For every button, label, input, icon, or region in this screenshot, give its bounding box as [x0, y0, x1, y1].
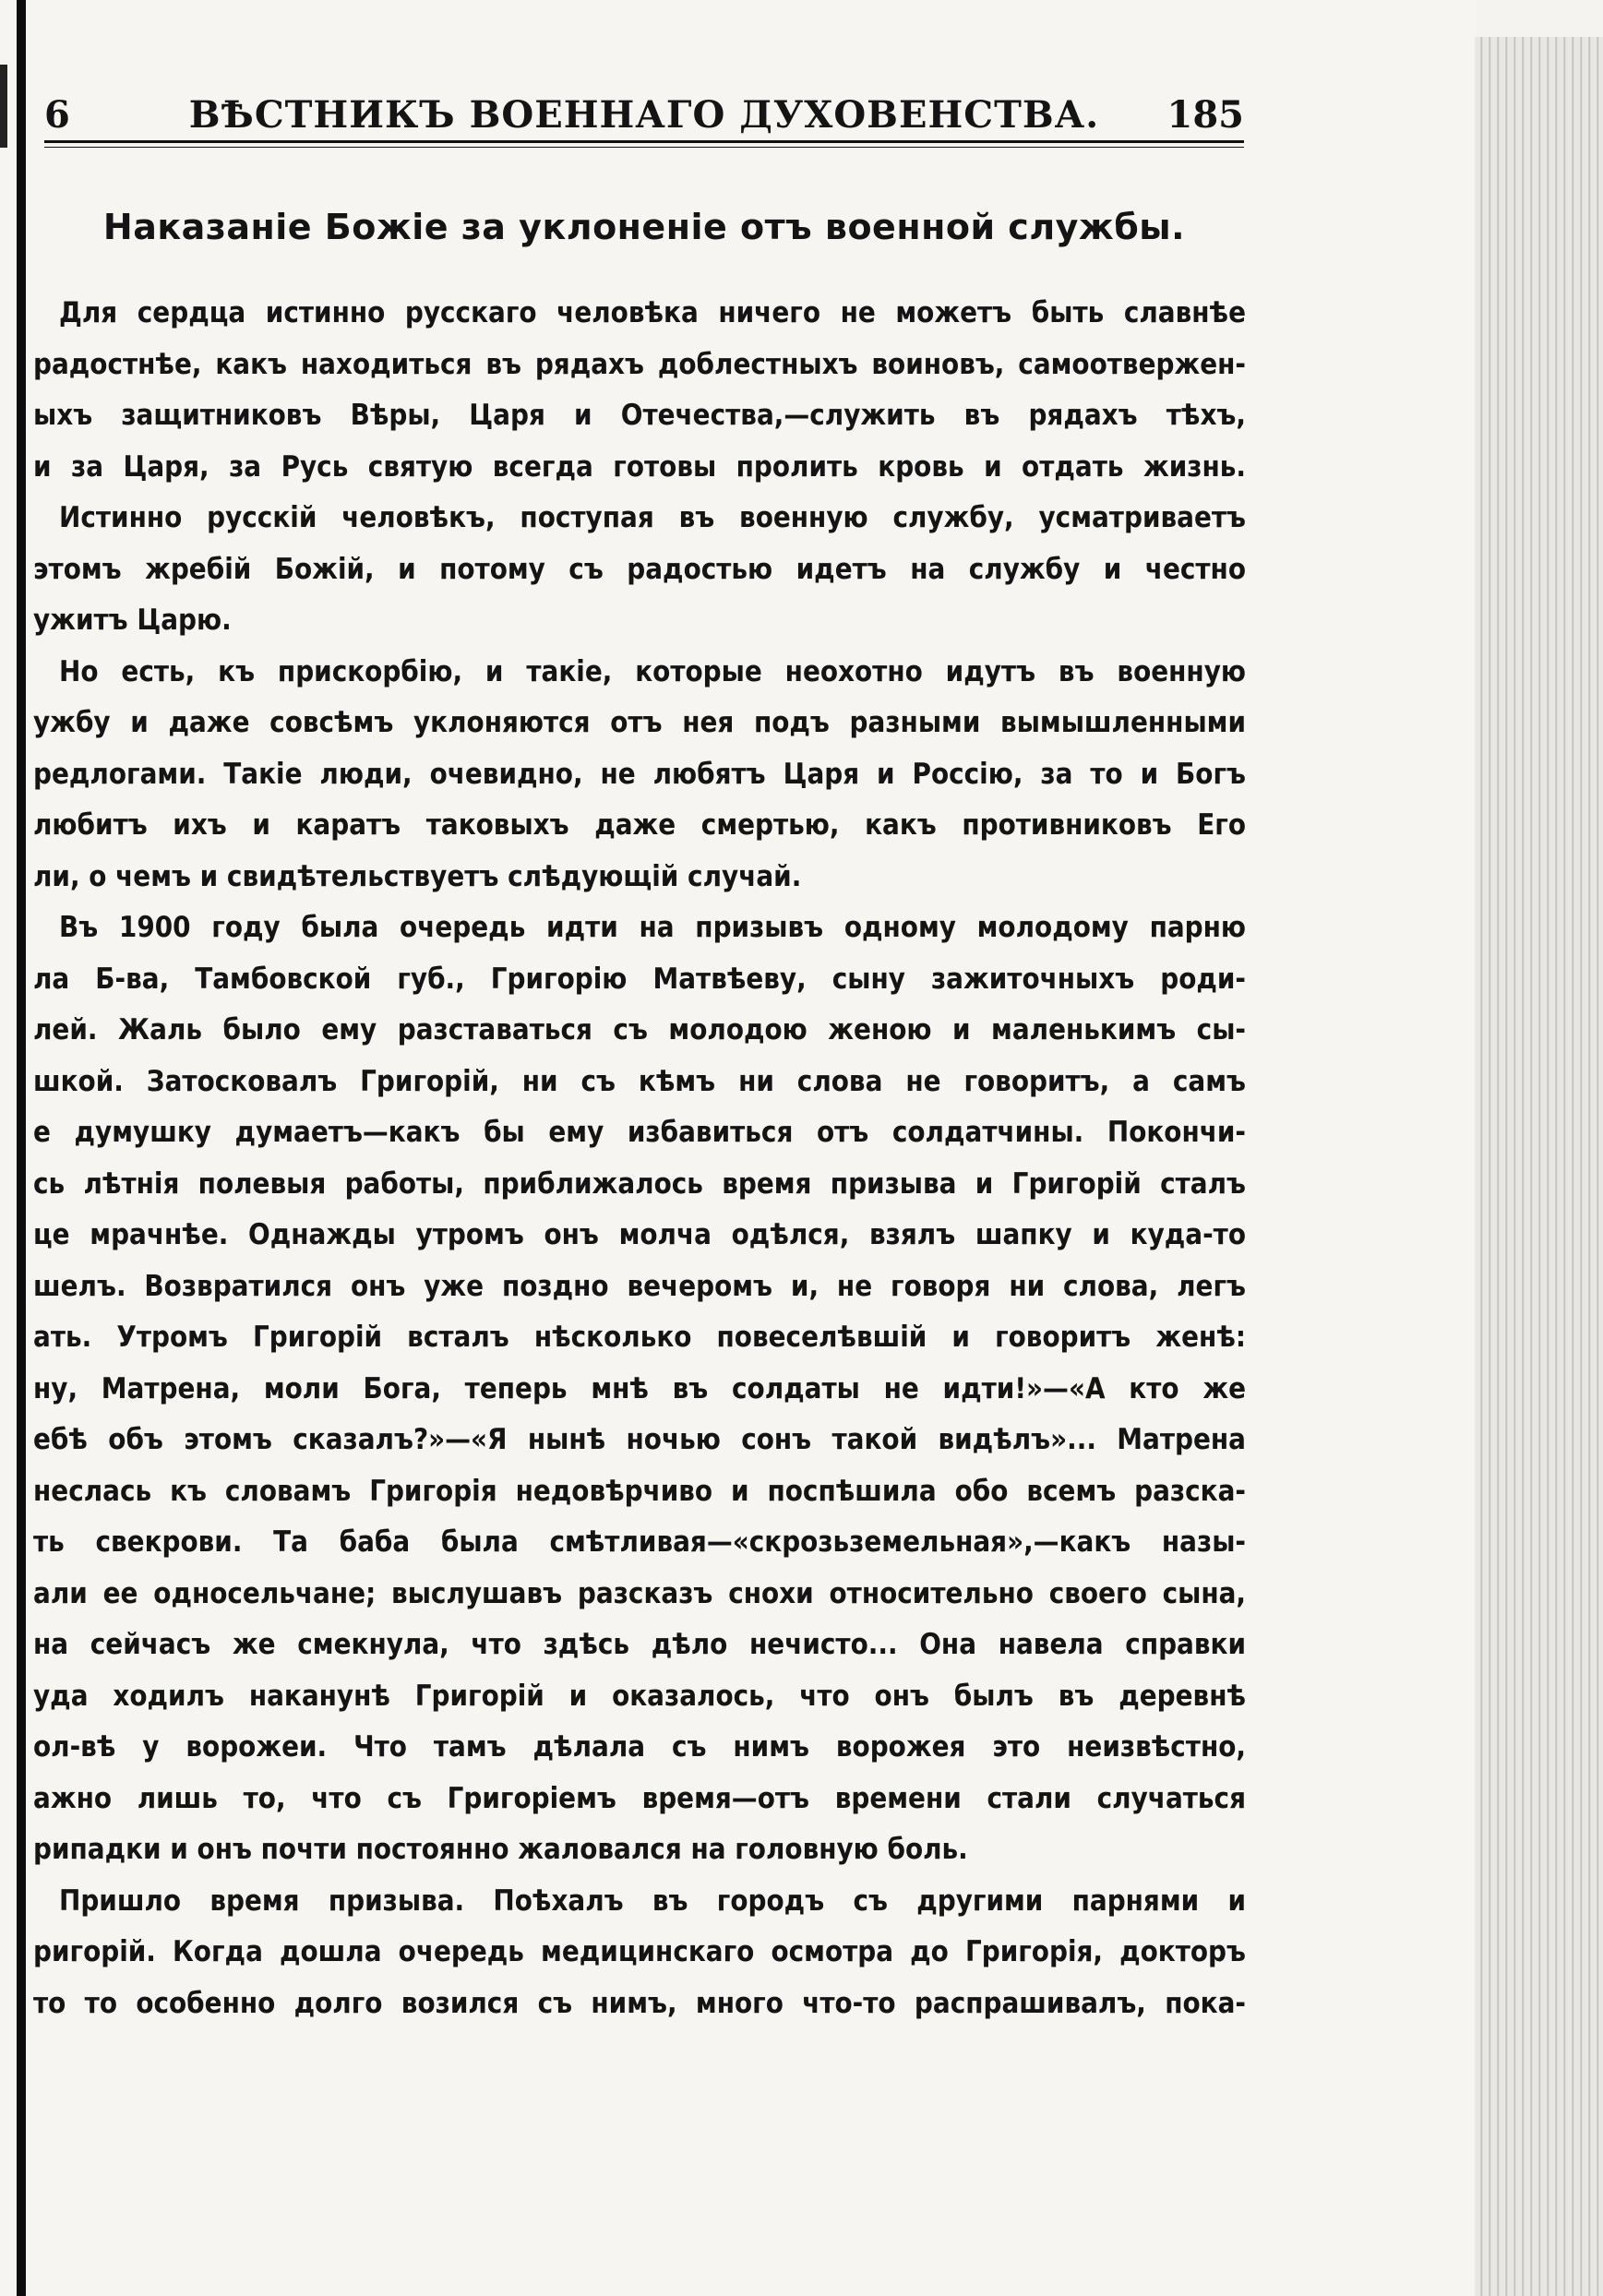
text-line: ла Б-ва, Тамбовской губ., Григорію Матвѣеву, сыну зажиточныхъ роди-	[33, 962, 1246, 996]
text-line: ебѣ объ этомъ сказалъ?»—«Я нынѣ ночью сонъ такой видѣлъ»... Матрена	[33, 1423, 1246, 1456]
left-page-number: 6	[44, 93, 70, 137]
text-line: ужитъ Царю.	[33, 604, 232, 637]
text-line: али ее односельчане; выслушавъ разсказъ снохи относительно своего сына,	[33, 1576, 1246, 1610]
text-line: то то особенно долго возился съ нимъ, много что-то распрашивалъ, пока-	[33, 1986, 1246, 2020]
text-line: ли, о чемъ и свидѣтельствуетъ слѣдующій случай.	[33, 859, 802, 893]
text-line: ыхъ защитниковъ Вѣры, Царя и Отечества,—служить въ рядахъ тѣхъ,	[33, 399, 1246, 432]
header-rule-thick	[44, 140, 1244, 143]
book-page-edges	[1475, 37, 1603, 2296]
binding-mark	[0, 65, 7, 148]
journal-title: ВѢСТНИКЪ ВОЕННАГО ДУХОВЕНСТВА.	[188, 93, 1100, 137]
text-line: Но есть, къ прискорбію, и такіе, которые неохотно идутъ въ военную	[59, 654, 1246, 688]
text-line: Пришло время призыва. Поѣхалъ въ городъ съ другими парнями и	[59, 1883, 1246, 1918]
text-line: рипадки и онъ почти постоянно жаловался на головную боль.	[33, 1833, 968, 1866]
text-line: ать. Утромъ Григорій всталъ нѣсколько повеселѣвшій и говоритъ женѣ:	[33, 1321, 1246, 1354]
article-title: Наказаніе Божіе за уклоненіе отъ военной службы.	[102, 207, 1186, 247]
binding-shadow	[17, 0, 26, 2296]
text-line: радостнѣе, какъ находиться въ рядахъ доблестныхъ воиновъ, самоотвержен-	[33, 347, 1246, 381]
text-line: ажно лишь то, что съ Григоріемъ время—отъ времени стали случаться	[33, 1781, 1246, 1815]
text-line: Для сердца истинно русскаго человѣка ничего не можетъ быть славнѣе	[59, 296, 1246, 329]
header-rule-thin	[44, 147, 1244, 148]
text-line: Истинно русскій человѣкъ, поступая въ военную службу, усматриваетъ	[59, 501, 1246, 534]
text-line: Въ 1900 году была очередь идти на призывъ одному молодому парню	[59, 911, 1246, 944]
text-line: ужбу и даже совсѣмъ уклоняются отъ нея подъ разными вымышленными	[33, 706, 1246, 739]
text-line: уда ходилъ наканунѣ Григорій и оказалось, что онъ былъ въ деревнѣ	[33, 1679, 1246, 1713]
text-line: редлогами. Такіе люди, очевидно, не любятъ Царя и Россію, за то и Богъ	[33, 757, 1246, 791]
text-line: ригорій. Когда дошла очередь медицинскаго осмотра до Григорія, докторъ	[33, 1935, 1246, 1968]
text-line: це мрачнѣе. Однажды утромъ онъ молча одѣлся, взялъ шапку и куда-то	[33, 1218, 1246, 1251]
text-line: этомъ жребій Божій, и потому съ радостью идетъ на службу и честно	[33, 552, 1246, 586]
text-line: ну, Матрена, моли Бога, теперь мнѣ въ солдаты не идти!»—«А кто же	[33, 1371, 1246, 1405]
text-line: любитъ ихъ и каратъ таковыхъ даже смертью, какъ противниковъ Его	[33, 808, 1246, 842]
text-line: е думушку думаетъ—какъ бы ему избавиться отъ солдатчины. Покончи-	[33, 1116, 1246, 1149]
text-line: лей. Жаль было ему разставаться съ молодою женою и маленькимъ сы-	[33, 1013, 1246, 1046]
text-line: шелъ. Возвратился онъ уже поздно вечеромъ и, не говоря ни слова, легъ	[33, 1269, 1246, 1303]
text-line: неслась къ словамъ Григорія недовѣрчиво и поспѣшила обо всемъ разска-	[33, 1474, 1246, 1508]
text-line: и за Царя, за Русь святую всегда готовы пролить кровь и отдать жизнь.	[33, 449, 1246, 484]
running-header	[44, 81, 1244, 137]
text-line: на сейчасъ же смекнула, что здѣсь дѣло нечисто... Она навела справки	[33, 1628, 1246, 1661]
text-line: сь лѣтнія полевыя работы, приближалось время призыва и Григорій сталъ	[33, 1166, 1246, 1201]
page-number: 185	[1166, 93, 1244, 137]
text-line: ол-вѣ у ворожеи. Что тамъ дѣлала съ нимъ ворожея это неизвѣстно,	[33, 1730, 1246, 1764]
text-line: шкой. Затосковалъ Григорій, ни съ кѣмъ ни слова не говоритъ, а самъ	[33, 1064, 1246, 1098]
article-body	[33, 288, 1246, 2029]
text-line: ть свекрови. Та баба была смѣтливая—«скрозьземельная»,—какъ назы-	[33, 1525, 1246, 1559]
